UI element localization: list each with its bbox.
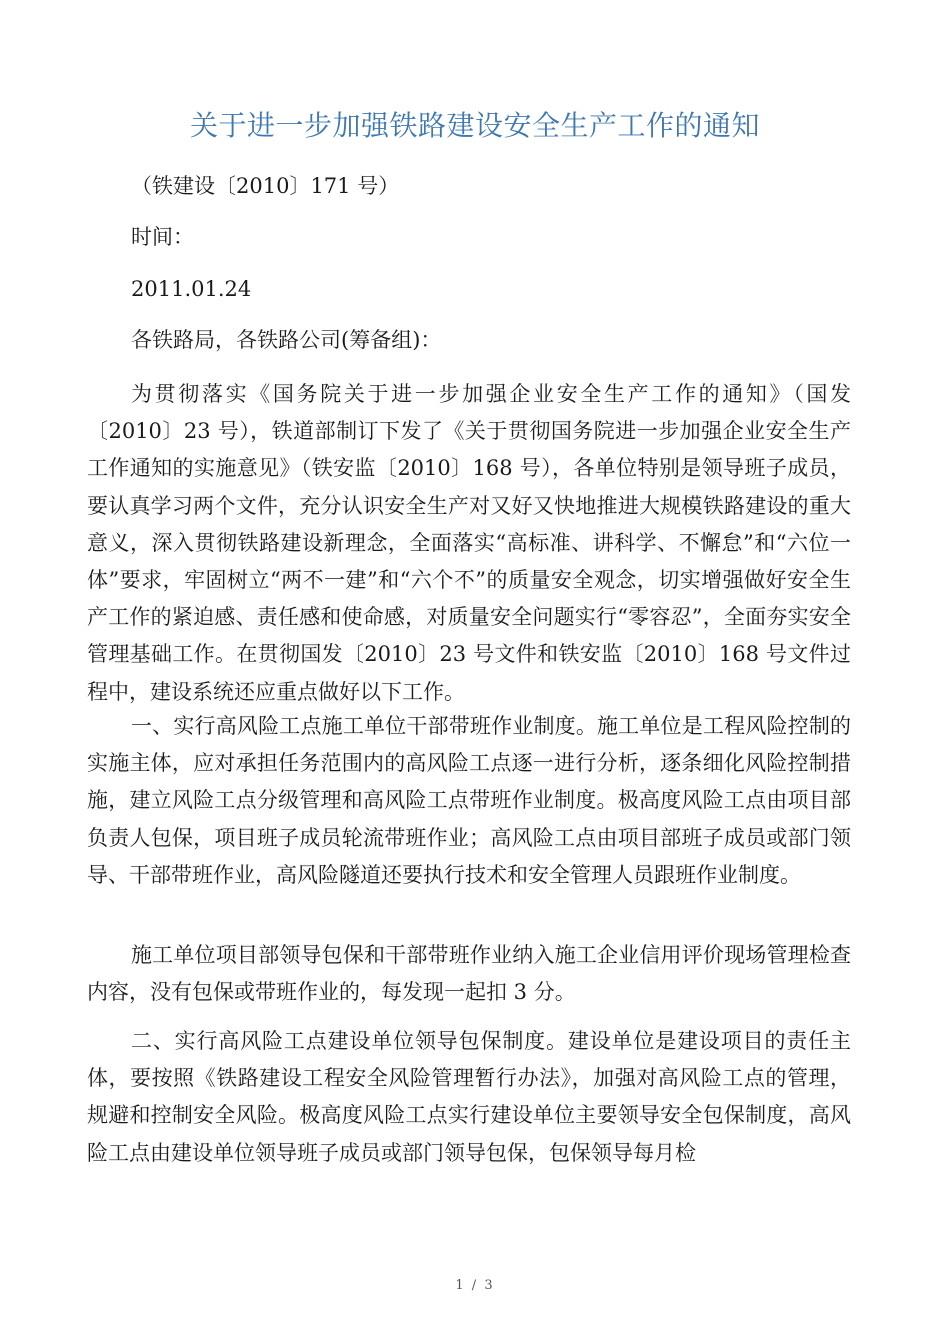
body-paragraph-section-1: 一、实行高风险工点施工单位干部带班作业制度。施工单位是工程风险控制的实施主体，应对承担任务范围内的高风险工点逐一进行分析，逐条细化风险控制措施，建立风险工点分级管理和高风险工点带班作业制度。极高度风险工点由项目部负责人包保，项目班子成员轮流带班作业；高风险工点由项目部班子成员或部门领导、干部带班作业，高风险隧道还要执行技术和安全管理人员跟班作业制度。 <box>87 714 851 887</box>
document-date: 2011.01.24 <box>131 277 252 301</box>
recipients: 各铁路局，各铁路公司(筹备组)： <box>131 328 442 352</box>
page-number: 1 / 3 <box>455 1278 495 1293</box>
body-paragraph-section-2: 二、实行高风险工点建设单位领导包保制度。建设单位是建设项目的责任主体，要按照《铁路建设工程安全风险管理暂行办法》，加强对高风险工点的管理，规避和控制安全风险。极高度风险工点实行建设单位主要领导安全包保制度，高风险工点由建设单位领导班子成员或部门领导包保，包保领导每月检 <box>87 1029 851 1165</box>
document-title: 关于进一步加强铁路建设安全生产工作的通知 <box>189 109 760 142</box>
body-paragraph-intro: 为贯彻落实《国务院关于进一步加强企业安全生产工作的通知》（国发〔2010〕23 号），铁道部制订下发了《关于贯彻国务院进一步加强企业安全生产工作通知的实施意见》（铁安监〔2010〕168 号），各单位特别是领导班子成员，要认真学习两个文件，充分认识安全生产对又好又快地推进大规模铁路建设的重大意义，深入贯彻铁路建设新理念，全面落实“高标准、讲科学、不懈怠”和“六位一体”要求，牢固树立“两不一建”和“六个不”的质量安全观念，切实增强做好安全生产工作的紧迫感、责任感和使命感，对质量安全问题实行“零容忍”，全面夯实安全管理基础工作。在贯彻国发〔2010〕23 号文件和铁安监〔2010〕168 号文件过程中，建设系统还应重点做好以下工作。 <box>87 382 851 704</box>
time-label: 时间： <box>131 225 194 249</box>
body-paragraph-section-1-note: 施工单位项目部领导包保和干部带班作业纳入施工企业信用评价现场管理检查内容，没有包保或带班作业的，每发现一起扣 3 分。 <box>87 943 851 1005</box>
document-number: （铁建设〔2010〕171 号） <box>131 174 400 198</box>
